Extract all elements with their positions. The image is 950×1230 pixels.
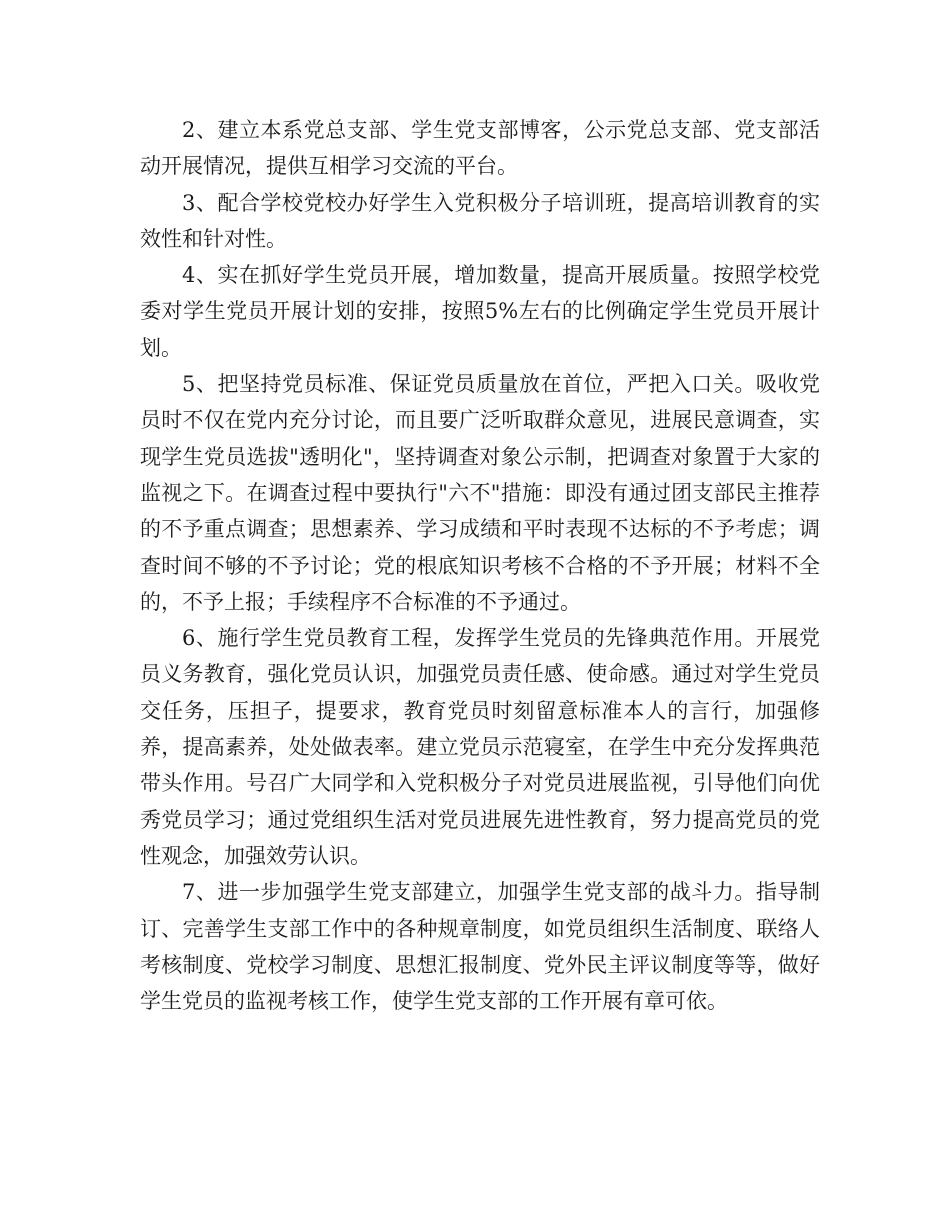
paragraph-item-4: 4、实在抓好学生党员开展，增加数量，提高开展质量。按照学校党委对学生党员开展计划的安排，按照5%左右的比例确定学生党员开展计划。 [140,263,820,360]
paragraph-item-3: 3、配合学校党校办好学生入党积极分子培训班，提高培训教育的实效性和针对性。 [140,190,820,251]
paragraph-item-2: 2、建立本系党总支部、学生党支部博客，公示党总支部、党支部活动开展情况，提供互相学习交流的平台。 [140,118,820,179]
paragraph-item-6: 6、施行学生党员教育工程，发挥学生党员的先锋典范作用。开展党员义务教育，强化党员认识，加强党员责任感、使命感。通过对学生党员交任务，压担子，提要求，教育党员时刻留意标准本人的言行，加强修养，提高素养，处处做表率。建立党员示范寝室，在学生中充分发挥典范带头作用。号召广大同学和入党积极分子对党员进展监视，引导他们向优秀党员学习；通过党组织生活对党员进展先进性教育，努力提高党员的党性观念，加强效劳认识。 [140,626,820,868]
paragraph-item-7: 7、进一步加强学生党支部建立，加强学生党支部的战斗力。指导制订、完善学生支部工作中的各种规章制度，如党员组织生活制度、联络人考核制度、党校学习制度、思想汇报制度、党外民主评议制度等等，做好学生党员的监视考核工作，使学生党支部的工作开展有章可依。 [140,880,820,1014]
paragraph-item-5: 5、把坚持党员标准、保证党员质量放在首位，严把入口关。吸收党员时不仅在党内充分讨论，而且要广泛听取群众意见，进展民意调查，实现学生党员选拔"透明化"，坚持调查对象公示制，把调查对象置于大家的监视之下。在调查过程中要执行"六不"措施：即没有通过团支部民主推荐的不予重点调查；思想素养、学习成绩和平时表现不达标的不予考虑；调查时间不够的不予讨论；党的根底知识考核不合格的不予开展；材料不全的，不予上报；手续程序不合标准的不予通过。 [140,372,820,614]
document-body [140,112,820,1019]
